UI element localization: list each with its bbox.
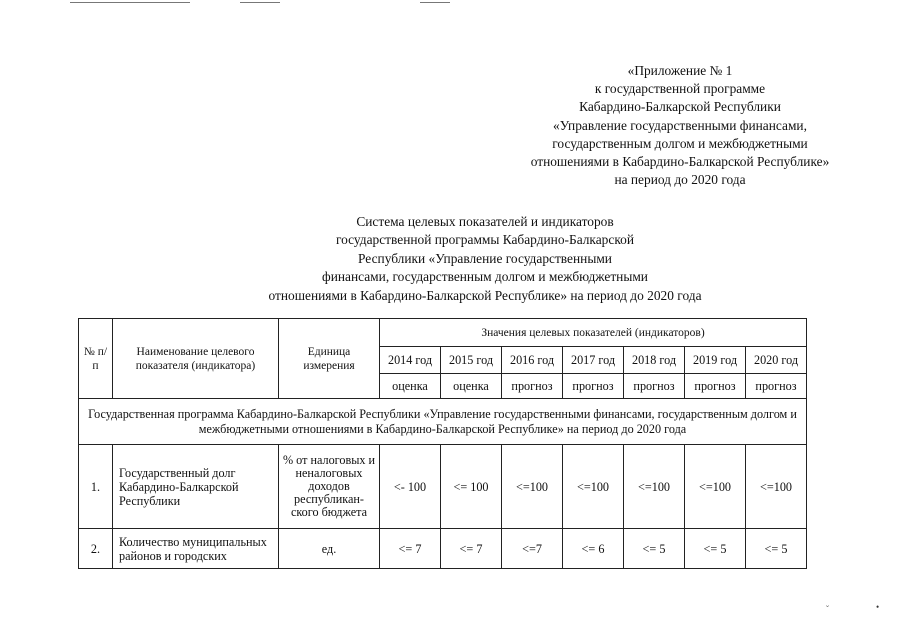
header-year: 2016 год (502, 347, 563, 374)
header-status: прогноз (685, 374, 746, 399)
scan-speck: • (876, 602, 880, 612)
header-status: оценка (380, 374, 441, 399)
row-value: <= 5 (746, 529, 807, 569)
header-name: Наименование целевого показателя (индикатора) (113, 319, 279, 399)
appendix-line: «Управление государственными финансами, (553, 117, 807, 133)
indicators-table (78, 318, 807, 569)
row-value: <= 7 (441, 529, 502, 569)
appendix-line: к государственной программе (594, 81, 766, 97)
header-year: 2020 год (746, 347, 807, 374)
title-line: финансами, государственным долгом и межбюджетными (322, 269, 648, 285)
title-line: Республики «Управление государственными (358, 250, 612, 266)
row-value: <=7 (502, 529, 563, 569)
table-row (79, 445, 807, 529)
header-values-group: Значения целевых показателей (индикаторов) (380, 319, 807, 347)
header-year: 2015 год (441, 347, 502, 374)
row-unit: % от налоговых и неналоговых доходов республикан-ского бюджета (279, 445, 380, 529)
title-line: государственной программы Кабардино-Балкарской (335, 232, 635, 248)
row-value: <=100 (624, 445, 685, 529)
row-value: <= 7 (380, 529, 441, 569)
appendix-line: Кабардино-Балкарской Республики (579, 99, 781, 115)
header-year: 2017 год (563, 347, 624, 374)
row-value: <=100 (502, 445, 563, 529)
row-name: Государственный долг Кабардино-Балкарской Республики (113, 445, 279, 529)
header-row (79, 319, 807, 347)
appendix-line: «Приложение № 1 (627, 63, 733, 78)
row-value: <=100 (563, 445, 624, 529)
header-status: прогноз (746, 374, 807, 399)
table-row (79, 529, 807, 569)
section-row (79, 399, 807, 445)
row-name: Количество муниципальных районов и городских (113, 529, 279, 569)
row-value: <=100 (746, 445, 807, 529)
header-year: 2018 год (624, 347, 685, 374)
scan-mark (420, 2, 450, 3)
header-unit: Единица измерения (279, 319, 380, 399)
scan-mark (70, 2, 190, 3)
header-status: прогноз (624, 374, 685, 399)
row-value: <= 5 (685, 529, 746, 569)
scan-speck: ˘ (826, 604, 829, 614)
title-line: Система целевых показателей и индикаторов (356, 214, 614, 229)
appendix-note (470, 62, 890, 189)
row-num: 2. (79, 529, 113, 569)
row-value: <=100 (685, 445, 746, 529)
header-status: прогноз (563, 374, 624, 399)
scan-mark (240, 2, 280, 3)
header-status: оценка (441, 374, 502, 399)
title-line: отношениями в Кабардино-Балкарской Республике» на период до 2020 года (268, 287, 702, 303)
document-title (200, 213, 770, 305)
header-year: 2019 год (685, 347, 746, 374)
row-value: <= 6 (563, 529, 624, 569)
row-num: 1. (79, 445, 113, 529)
appendix-line: на период до 2020 года (614, 172, 746, 188)
appendix-line: отношениями в Кабардино-Балкарской Республике» (530, 154, 830, 170)
section-title: Государственная программа Кабардино-Балкарской Республики «Управление государственными финансами, государственным долгом и межбюджетными отношениями в Кабардино-Балкарской Республике» на период до 2020 года (79, 399, 807, 445)
row-value: <- 100 (380, 445, 441, 529)
header-status: прогноз (502, 374, 563, 399)
row-unit: ед. (279, 529, 380, 569)
header-num: № п/п (79, 319, 113, 399)
appendix-line: государственным долгом и межбюджетными (552, 135, 808, 151)
row-value: <= 100 (441, 445, 502, 529)
header-year: 2014 год (380, 347, 441, 374)
row-value: <= 5 (624, 529, 685, 569)
